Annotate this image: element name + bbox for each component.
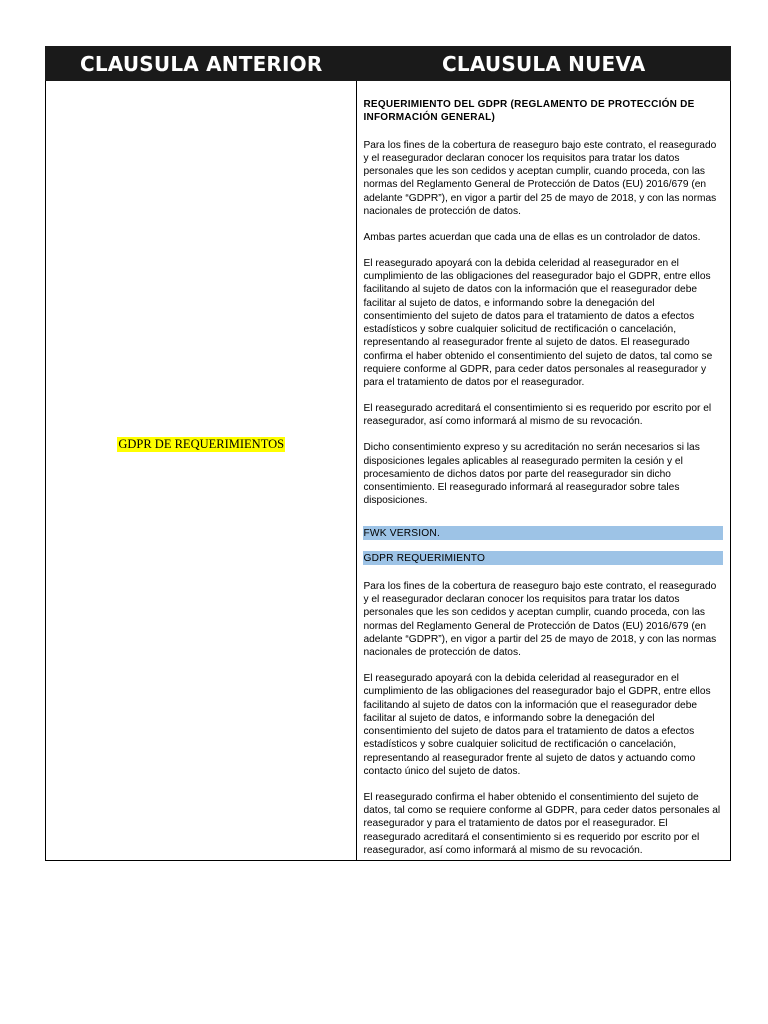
previous-clause-cell xyxy=(46,81,357,861)
paragraph: El reasegurado acreditará el consentimiento si es requerido por escrito por el reasegurador, así como informará al mismo de su revocación. xyxy=(363,403,712,428)
new-clause-heading: REQUERIMIENTO DEL GDPR (REGLAMENTO DE PROTECCIÓN DE INFORMACIÓN GENERAL) xyxy=(363,99,695,124)
paragraph: Ambas partes acuerdan que cada una de ellas es un controlador de datos. xyxy=(363,231,701,243)
paragraph: Para los fines de la cobertura de reaseguro bajo este contrato, el reasegurado y el reasegurador declaran conocer los requisitos para tratar los datos personales que les son cedidos y aceptan cumplir, cuando proceda, con las normas del Reglamento General de Protección de Datos (EU) 2016/679 (en adelante “GDPR”), en vigor a partir del 25 de mayo de 2018, y con las normas nacionales de protección de datos. xyxy=(363,580,717,659)
paragraph: El reasegurado confirma el haber obtenido el consentimiento del sujeto de datos, tal como se requiere conforme al GDPR, para ceder datos personales al reasegurador y para el tratamiento de datos por el reasegurador. El reasegurado acreditará el consentimiento si es requerido por escrito por el reasegurador, así como informará al mismo de su revocación. xyxy=(363,791,721,857)
table-row xyxy=(46,81,731,861)
gdpr-requerimiento-label: GDPR REQUERIMIENTO xyxy=(363,551,723,565)
paragraph: El reasegurado apoyará con la debida celeridad al reasegurador en el cumplimiento de las obligaciones del reasegurador bajo el GDPR, entre ellos facilitando al sujeto de datos con la información que el reasegurador debe facilitar al sujeto de datos, e informando sobre la denegación del consentimiento del sujeto de datos para el tratamiento de datos a efectos estadísticos y sobre cualquier solicitud de rectificación o cancelación, representando al reasegurador frente al sujeto de datos y actuando como contacto único del sujeto de datos. xyxy=(363,673,711,778)
spacer xyxy=(363,508,723,526)
paragraph: Dicho consentimiento expreso y su acreditación no serán necesarios si las disposiciones legales aplicables al reasegurado permiten la cesión y el procesamiento de dichos datos por parte del reasegurador sin dicho consentimiento. El reasegurado informará al reasegurador sobre tales disposiciones. xyxy=(363,442,700,507)
table-header-row xyxy=(46,47,731,81)
header-clausula-nueva: CLAUSULA NUEVA xyxy=(357,47,731,81)
paragraph: El reasegurado apoyará con la debida celeridad al reasegurador en el cumplimiento de las obligaciones del reasegurador bajo el GDPR, entre ellos facilitando al sujeto de datos con la información que el reasegurador debe facilitar al sujeto de datos, e informando sobre la denegación del consentimiento del sujeto de datos para el tratamiento de datos a efectos estadísticos y sobre cualquier solicitud de rectificación o cancelación, representando al reasegurador frente al sujeto de datos. El reasegurado confirma el haber obtenido el consentimiento del sujeto de datos, tal como se requiere conforme al GDPR, para ceder datos personales al reasegurador y para el tratamiento de datos por el reasegurador. xyxy=(363,257,713,389)
header-clausula-anterior: CLAUSULA ANTERIOR xyxy=(46,47,357,81)
paragraph: Para los fines de la cobertura de reaseguro bajo este contrato, el reasegurado y el reasegurador declaran conocer los requisitos para tratar los datos personales que les son cedidos y aceptan cumplir, cuando proceda, con las normas del Reglamento General de Protección de Datos (EU) 2016/679 (en adelante “GDPR”), en vigor a partir del 25 de mayo de 2018, y con las normas nacionales de protección de datos. xyxy=(363,139,717,218)
clause-comparison-table xyxy=(45,46,731,861)
new-clause-cell xyxy=(357,81,731,861)
previous-clause-label: GDPR DE REQUERIMIENTOS xyxy=(118,436,285,451)
fwk-version-label: FWK VERSION. xyxy=(363,526,723,540)
